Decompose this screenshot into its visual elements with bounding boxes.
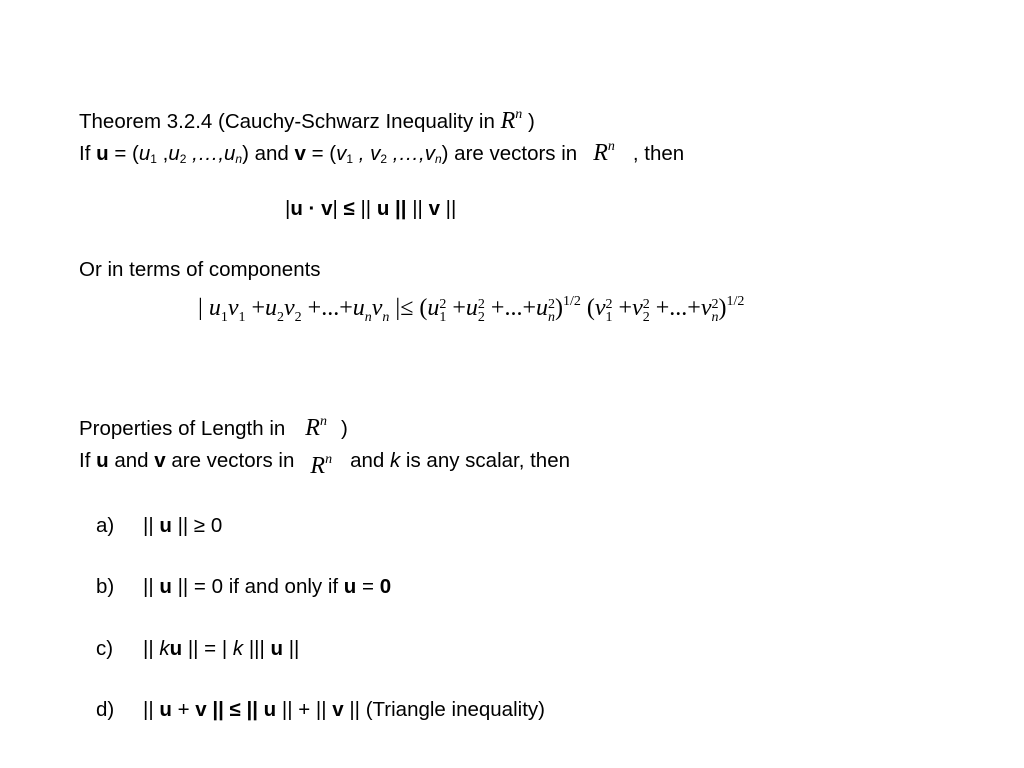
prop-u: u xyxy=(96,449,109,472)
then-text: , then xyxy=(632,142,685,165)
properties-title-suffix: ) xyxy=(340,417,348,440)
components-heading: Or in terms of components xyxy=(79,258,321,281)
u1: u xyxy=(138,142,151,165)
pa-p1: || xyxy=(143,514,160,537)
pb-u2: u xyxy=(343,575,357,598)
rn-exponent-2: n xyxy=(607,139,615,154)
prop-scalar-text: is any scalar, then xyxy=(400,449,571,472)
rn-symbol-4 xyxy=(310,453,332,479)
prop-if-text: If xyxy=(79,449,97,472)
pd-p3: || + || xyxy=(276,698,333,721)
u2-sub: 2 xyxy=(179,152,187,166)
pc-u: u xyxy=(169,637,183,660)
vector-u: u xyxy=(96,142,109,165)
are-vectors-text: ) are vectors in xyxy=(441,142,578,165)
cauchy-schwarz-inequality xyxy=(285,197,456,221)
ineq-dot: · xyxy=(302,197,322,220)
properties-title xyxy=(79,410,348,441)
sep1: , xyxy=(156,142,169,165)
un-sub: n xyxy=(235,152,243,166)
property-c xyxy=(96,637,299,661)
ineq-leq: ≤ xyxy=(337,197,361,220)
property-a-label: a) xyxy=(96,514,115,537)
pc-k2: k xyxy=(232,637,244,660)
ineq-v: v xyxy=(321,197,333,220)
property-d-label: d) xyxy=(96,698,115,721)
pa-p2: || ≥ 0 xyxy=(171,514,223,537)
dots1: ,…, xyxy=(186,142,225,165)
rn-exponent-3: n xyxy=(319,414,327,429)
vn: v xyxy=(424,142,435,165)
v2-sub: 2 xyxy=(380,152,388,166)
vector-v: v xyxy=(294,142,306,165)
properties-title-prefix: Properties of Length in xyxy=(79,417,286,440)
rn-base: R xyxy=(500,108,516,134)
component-formula: | $u_1v_1 +u_2v_2 +...+u_nv_n$ |≤ (u 2 1 +u 2 2 +...+u 2 n )$^{1/2}$ (v 2 1 +v 2 2 +...+v 2 n )$^{1/2}$ xyxy=(198,294,745,325)
norm-u-open: || xyxy=(360,197,377,220)
u1-sub: 1 xyxy=(150,152,157,166)
property-d xyxy=(96,698,545,722)
property-a xyxy=(96,514,222,538)
pc-p2: || = | xyxy=(182,637,233,660)
theorem-title-prefix: Theorem 3.2.4 (Cauchy-Schwarz Inequality in xyxy=(79,110,501,133)
rn-symbol xyxy=(501,108,523,134)
abs-open: | xyxy=(285,197,291,220)
pc-p1: || xyxy=(143,637,160,660)
ineq-u: u xyxy=(290,197,303,220)
rn-base-3: R xyxy=(305,415,320,441)
pb-zero: 0 xyxy=(379,575,392,598)
pc-k: k xyxy=(159,637,170,660)
norm-v-close: || xyxy=(439,197,457,220)
rn-base-4: R xyxy=(310,453,326,479)
and-text: ) and xyxy=(242,142,295,165)
pc-u2: u xyxy=(270,637,284,660)
pc-p4: || xyxy=(283,637,300,660)
prop-and-text: and xyxy=(108,449,155,472)
pd-p1: || xyxy=(143,698,160,721)
v1-sub: 1 xyxy=(346,152,354,166)
pa-u: u xyxy=(159,514,172,537)
sep2: , xyxy=(353,142,371,165)
pb-u: u xyxy=(159,575,172,598)
u2: u xyxy=(168,142,180,165)
theorem-hypothesis xyxy=(79,135,684,171)
property-b-label: b) xyxy=(96,575,115,598)
dots2: ,…, xyxy=(387,142,425,165)
prop-and-k-text: and xyxy=(350,449,390,472)
rn-symbol-2 xyxy=(593,140,615,166)
theorem-title xyxy=(79,103,535,134)
pb-p3: = xyxy=(356,575,380,598)
un: u xyxy=(224,142,236,165)
pd-plus: + xyxy=(171,698,196,721)
properties-hypothesis xyxy=(79,442,571,479)
pd-v2: v xyxy=(332,698,344,721)
if-text: If xyxy=(79,142,97,165)
v1: v xyxy=(336,142,347,165)
abs-close: | xyxy=(332,197,338,220)
pd-u: u xyxy=(159,698,172,721)
prop-v: v xyxy=(154,449,166,472)
pd-p4: || (Triangle inequality) xyxy=(343,698,545,721)
theorem-title-suffix: ) xyxy=(522,110,535,133)
pd-v: v xyxy=(195,698,207,721)
prop-k: k xyxy=(389,449,401,472)
property-b xyxy=(96,575,391,599)
pc-p3: ||| xyxy=(243,637,265,660)
v2: v xyxy=(370,142,381,165)
pb-p2: || = 0 if and only if xyxy=(171,575,344,598)
eq-open: = ( xyxy=(108,142,139,165)
property-c-label: c) xyxy=(96,637,114,660)
norm-v-open: || xyxy=(406,197,429,220)
pd-u2: u xyxy=(263,698,277,721)
rn-base-2: R xyxy=(593,140,608,166)
rn-exponent-4: n xyxy=(325,452,333,467)
norm-u-close: || xyxy=(389,197,407,220)
pb-p1: || xyxy=(143,575,160,598)
norm-v: v xyxy=(428,197,440,220)
rn-exponent: n xyxy=(515,107,523,122)
vn-sub: n xyxy=(434,152,442,166)
rn-symbol-3 xyxy=(305,415,327,441)
pd-p2: || ≤ || xyxy=(206,698,264,721)
eq-open2: = ( xyxy=(305,142,337,165)
norm-u: u xyxy=(376,197,390,220)
prop-are-vectors: are vectors in xyxy=(165,449,295,472)
